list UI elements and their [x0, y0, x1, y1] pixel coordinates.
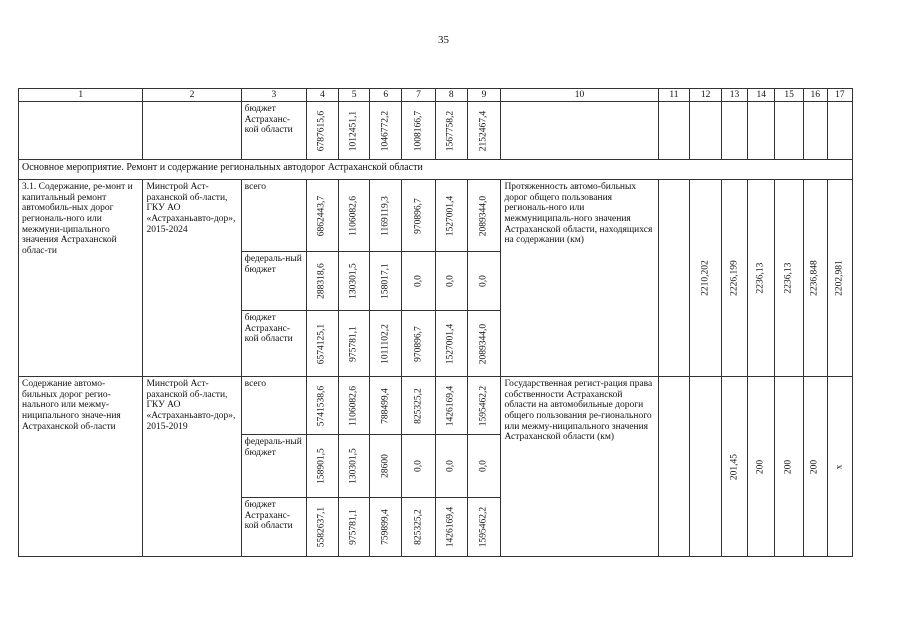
target-cell: 200: [803, 377, 827, 557]
target-cell: 2236,13: [748, 180, 775, 377]
value-cell: 1527001,4: [435, 180, 467, 252]
value-cell: 1106082,6: [338, 377, 370, 435]
header-cell: 8: [435, 89, 467, 102]
indicator-cell: Протяженность автомо-бильных дорог общего пользования региональ-ного или межмуниципаль-ного значения Астраханской области, находящихся на содержании (км): [501, 180, 658, 377]
executor-cell: Минстрой Аст-раханской об-ласти, ГКУ АО «Астраханьавто-дор», 2015-2019: [143, 377, 241, 557]
value-cell: 970896,7: [402, 180, 436, 252]
target-cell: [803, 102, 827, 160]
value-cell: 759899,4: [370, 498, 402, 557]
value-cell: 1426169,4: [435, 377, 467, 435]
target-cell: [690, 102, 722, 160]
program-table: [18, 88, 853, 557]
target-cell: [658, 102, 690, 160]
executor-cell: [143, 102, 241, 160]
value-cell: 0,0: [435, 435, 467, 498]
header-cell: 15: [775, 89, 803, 102]
header-cell: 14: [748, 89, 775, 102]
header-cell: 1: [19, 89, 143, 102]
source-cell: всего: [241, 180, 306, 252]
value-cell: 2089344,0: [467, 311, 501, 377]
value-cell: 288318,6: [307, 252, 339, 311]
target-cell: 200: [748, 377, 775, 557]
value-cell: 2152467,4: [467, 102, 501, 160]
target-cell: [658, 180, 690, 377]
target-cell: 2226,199: [721, 180, 747, 377]
value-cell: 970896,7: [402, 311, 436, 377]
header-cell: 3: [241, 89, 306, 102]
value-cell: 0,0: [402, 252, 436, 311]
target-cell: 2236,848: [803, 180, 827, 377]
header-cell: 6: [370, 89, 402, 102]
target-cell: [775, 102, 803, 160]
target-cell: 2236,13: [775, 180, 803, 377]
header-cell: 12: [690, 89, 722, 102]
target-cell: x: [827, 377, 852, 557]
header-row: [19, 89, 853, 102]
target-cell: 201,45: [721, 377, 747, 557]
value-cell: 6574125,1: [307, 311, 339, 377]
header-cell: 5: [338, 89, 370, 102]
target-cell: [658, 377, 690, 557]
value-cell: 0,0: [402, 435, 436, 498]
value-cell: 1595462,2: [467, 377, 501, 435]
value-cell: 1046772,2: [370, 102, 402, 160]
table-row: [19, 102, 853, 160]
value-cell: 1106082,6: [338, 180, 370, 252]
value-cell: 158901,5: [307, 435, 339, 498]
indicator-cell: Государственная регист-рация права собственности Астраханской области на автомобильные дороги общего пользования ре-гионального или межму-ниципального значения Астраханской области (км): [501, 377, 658, 557]
value-cell: 2089344,0: [467, 180, 501, 252]
value-cell: 6862443,7: [307, 180, 339, 252]
section-title: Основное мероприятие. Ремонт и содержание региональных автодорог Астраханской области: [19, 160, 853, 180]
header-cell: 2: [143, 89, 241, 102]
value-cell: 1567758,2: [435, 102, 467, 160]
value-cell: 1426169,4: [435, 498, 467, 557]
value-cell: 130301,5: [338, 252, 370, 311]
source-cell: федераль-ный бюджет: [241, 252, 306, 311]
table-row: [19, 180, 853, 252]
value-cell: 825325,2: [402, 498, 436, 557]
header-cell: 17: [827, 89, 852, 102]
value-cell: 1012451,1: [338, 102, 370, 160]
table-row: [19, 377, 853, 435]
value-cell: 788499,4: [370, 377, 402, 435]
event-cell: [19, 102, 143, 160]
value-cell: 1595462,2: [467, 498, 501, 557]
target-cell: [827, 102, 852, 160]
target-cell: [748, 102, 775, 160]
source-cell: федераль-ный бюджет: [241, 435, 306, 498]
value-cell: 28600: [370, 435, 402, 498]
source-cell: всего: [241, 377, 306, 435]
section-row: [19, 160, 853, 180]
value-cell: 975781,1: [338, 311, 370, 377]
target-cell: 200: [775, 377, 803, 557]
target-cell: [690, 377, 722, 557]
target-cell: 2210,202: [690, 180, 722, 377]
value-cell: 5741538,6: [307, 377, 339, 435]
value-cell: 158017,1: [370, 252, 402, 311]
value-cell: 0,0: [435, 252, 467, 311]
header-cell: 4: [307, 89, 339, 102]
header-cell: 9: [467, 89, 501, 102]
source-cell: бюджет Астраханс-кой области: [241, 311, 306, 377]
event-cell: Содержание автомо-бильных дорог регио-нального или межму-ниципального значе-ния Астраханской об-ласти: [19, 377, 143, 557]
header-cell: 10: [501, 89, 658, 102]
source-cell: бюджет Астраханс-кой области: [241, 498, 306, 557]
event-cell: 3.1. Содержание, ре-монт и капитальный ремонт автомобиль-ных дорог региональ-ного или межмуни-ципального значения Астраханской облас-ти: [19, 180, 143, 377]
value-cell: 1527001,4: [435, 311, 467, 377]
header-cell: 11: [658, 89, 690, 102]
value-cell: 1008166,7: [402, 102, 436, 160]
executor-cell: Минстрой Аст-раханской об-ласти, ГКУ АО «Астраханьавто-дор», 2015-2024: [143, 180, 241, 377]
value-cell: 130301,5: [338, 435, 370, 498]
header-cell: 7: [402, 89, 436, 102]
value-cell: 975781,1: [338, 498, 370, 557]
value-cell: 1011102,2: [370, 311, 402, 377]
target-cell: 2202,981: [827, 180, 852, 377]
value-cell: 0,0: [467, 435, 501, 498]
value-cell: 0,0: [467, 252, 501, 311]
header-cell: 16: [803, 89, 827, 102]
value-cell: 1169119,3: [370, 180, 402, 252]
indicator-cell: [501, 102, 658, 160]
source-cell: бюджет Астраханс-кой области: [241, 102, 306, 160]
header-cell: 13: [721, 89, 747, 102]
value-cell: 825325,2: [402, 377, 436, 435]
page-number: 35: [438, 34, 449, 46]
value-cell: 6787615,6: [307, 102, 339, 160]
value-cell: 5582637,1: [307, 498, 339, 557]
target-cell: [721, 102, 747, 160]
